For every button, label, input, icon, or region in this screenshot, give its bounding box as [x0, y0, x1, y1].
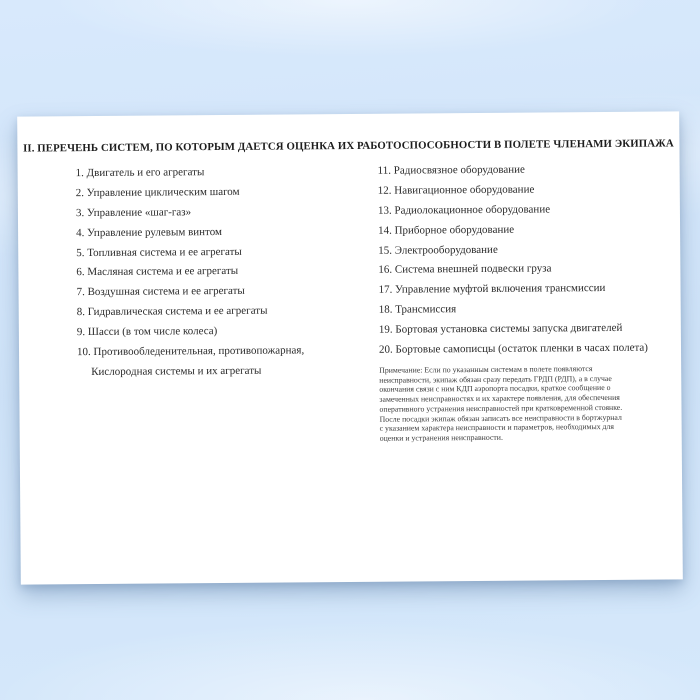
- note-line: оценки и устранения неисправности.: [379, 432, 503, 443]
- list-item-5: 5. Топливная система и ее агрегаты: [76, 245, 242, 259]
- list-item-15: 15. Электрооборудование: [378, 243, 498, 257]
- list-item-12: 12. Навигационное оборудование: [377, 183, 535, 197]
- list-item-4: 4. Управление рулевым винтом: [76, 225, 222, 239]
- list-item-1: 1. Двигатель и его агрегаты: [75, 166, 205, 180]
- list-item-10-continuation: Кислородная системы и их агрегаты: [91, 364, 262, 378]
- note-line: неисправности, экипаж обязан сразу передать ГРДП (РДП), а в случае: [379, 373, 612, 385]
- list-item-8: 8. Гидравлическая система и ее агрегаты: [76, 304, 268, 319]
- systems-list-right: [378, 160, 649, 361]
- list-item-20: 20. Бортовые самописцы (остаток пленки в часах полета): [378, 341, 649, 356]
- list-item-3: 3. Управление «шаг-газ»: [75, 206, 192, 219]
- list-item-7: 7. Воздушная система и ее агрегаты: [76, 285, 245, 299]
- list-item-11: 11. Радиосвязное оборудование: [377, 163, 525, 177]
- note-line: оперативного устранения неисправностей при кратковременной стоянке.: [379, 402, 623, 414]
- list-item-13: 13. Радиолокационное оборудование: [377, 203, 551, 217]
- note-line: После посадки экипаж обязан записать все неисправности в бортжурнал: [379, 412, 622, 424]
- list-item-10: 10. Противообледенительная, противопожарная,: [76, 344, 305, 359]
- list-item-18: 18. Трансмиссия: [378, 303, 457, 317]
- list-item-2: 2. Управление циклическим шагом: [75, 185, 240, 200]
- document-title: II. ПЕРЕЧЕНЬ СИСТЕМ, ПО КОТОРЫМ ДАЕТСЯ ОЦЕНКА ИХ РАБОТОСПОСОБНОСТИ В ПОЛЕТЕ ЧЛЕНАМИ ЭКИПАЖА: [23, 137, 674, 155]
- note-line: окончания связи с ним КДП аэропорта посадки, краткое сообщение о: [379, 383, 611, 395]
- note-paragraph: [379, 364, 652, 444]
- systems-list-left: [76, 162, 305, 383]
- list-item-16: 16. Система внешней подвески груза: [378, 262, 552, 277]
- list-item-19: 19. Бортовая установка системы запуска двигателей: [378, 321, 623, 336]
- list-item-9: 9. Шасси (в том числе колеса): [76, 325, 218, 339]
- list-item-6: 6. Масляная система и ее агрегаты: [76, 265, 239, 279]
- note-line: с указанием характера неисправности и параметров, необходимых для: [379, 422, 615, 433]
- list-item-14: 14. Приборное оборудование: [378, 223, 515, 237]
- note-line: Примечание: Если по указанным системам в полете появляются: [379, 364, 593, 375]
- note-line: замеченных неисправностях и их характере появления, для обеспечения: [379, 392, 620, 404]
- document-page: [17, 111, 683, 584]
- list-item-17: 17. Управление муфтой включения трансмиссии: [378, 282, 606, 297]
